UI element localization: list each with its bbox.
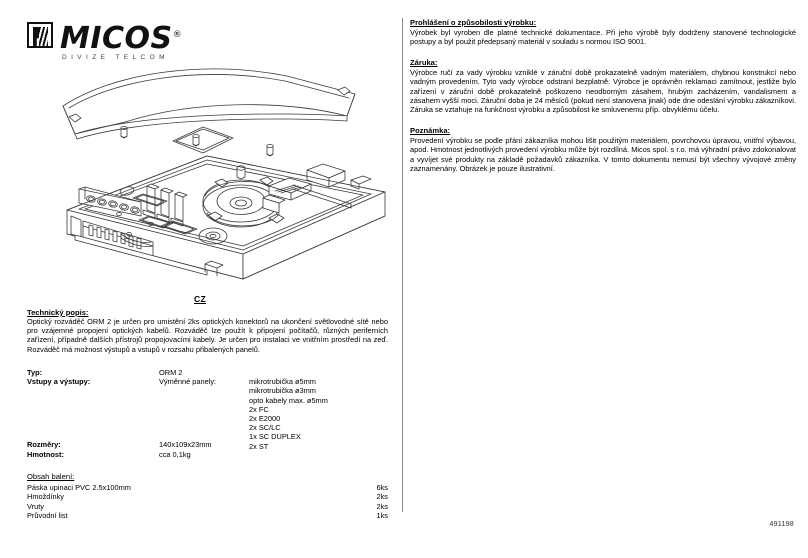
- io-item: 2x E2000: [249, 414, 281, 424]
- package-item-qty: 1ks: [376, 511, 388, 521]
- io-item: 1x SC DUPLEX: [249, 432, 301, 442]
- brand-tagline: DIVIZE TELCOM: [62, 54, 169, 61]
- column-divider: [402, 18, 403, 512]
- technical-description-body: Optický rozváděč ORM 2 je určen pro umistění 2ks optických konektorů na ukončení světlovodné sítě nebo pro vzájemné propojení optických kabelů. Rozváděč lze použít k připojení počítačů, různých periferních zařízení, případně dalších přístrojů propojovacími kabely. Je určen pro instalaci ve vnitřním prostředí na zeď. Rozváděč má možnost výstupů a vstupů v rozsahu přibalených panelů.: [27, 317, 388, 354]
- package-item-row: [27, 511, 388, 521]
- product-code: 491198: [769, 519, 794, 528]
- package-item-row: [27, 492, 388, 502]
- declaration-section: [410, 18, 796, 47]
- brand-logo: [27, 22, 182, 62]
- spec-label-io: Vstupy a výstupy:: [27, 377, 91, 387]
- io-item: mikrotrubička ø5mm: [249, 377, 316, 387]
- package-item-row: [27, 483, 388, 493]
- micos-logo-icon: [27, 22, 53, 48]
- spec-row-dimensions: [27, 440, 388, 450]
- technical-description-section: [27, 308, 388, 354]
- spec-row-weight: [27, 450, 388, 460]
- package-item-row: [27, 502, 388, 512]
- spec-label-dimensions: Rozměry:: [27, 440, 61, 449]
- package-item-name: Vruty: [27, 501, 44, 511]
- brand-name: MICOS®: [60, 21, 183, 56]
- warranty-title: Záruka:: [410, 58, 438, 67]
- technical-description-title: Technický popis:: [27, 308, 89, 317]
- package-item-qty: 2ks: [376, 501, 388, 511]
- declaration-body: Výrobek byl vyroben dle platné technické dokumentace. Při jeho výrobě byly dodrženy stanovené technologické postupy a byl použit předepsaný materiál v souladu s normou ISO 9001.: [410, 28, 796, 47]
- spec-label-weight: Hmotnost:: [27, 449, 64, 459]
- spec-value-dimensions: 140x109x23mm: [159, 440, 212, 449]
- spec-label-type: Typ:: [27, 368, 43, 377]
- package-contents-title: Obsah balení:: [27, 472, 75, 481]
- io-item: 2x SC/LC: [249, 423, 281, 433]
- package-item-name: Páska upinaci PVC 2.5x100mm: [27, 482, 131, 492]
- spec-value-weight: cca 0,1kg: [159, 449, 191, 459]
- left-column: [0, 0, 400, 558]
- package-item-qty: 6ks: [376, 482, 388, 492]
- io-item: mikrotrubička ø3mm: [249, 386, 316, 396]
- package-item-name: Průvodní list: [27, 511, 68, 521]
- note-body: Provedení výrobku se podle přání zákazníka mohou lišit použitým materiálem, povrchovou úpravou, vnitřní výbavou, apod. Hmotnost jednotlivých provedení výrobku může být rozdílná. Micos spol. s r.o. má výhradní právo zdokonalovat a vyvíjet své produkty na základě požadavků zákazníka. V tomto dokumentu nemusí být všechny vývojové změny zaznamenány. Obrázek je pouze ilustrativní.: [410, 136, 796, 173]
- language-heading: CZ: [194, 294, 206, 304]
- warranty-body: Výrobce ručí za vady výrobku vzniklé v záruční době prokazatelně vadným materiálem, chybnou konstrukcí nebo vadným provedením. Tyto vady výrobce odstraní bezplatně. Výrobce je oprávněn reklamaci zamítnout, jestliže bylo zařízení v záruční době prokazatelně poškozeno neodborným zásahem, hrubým zacházením, vandalismem a zásahem vyšší moci. Záruční doba je 24 měsíců (pokud není stanovena jinak) ode dne odeslání výrobku zákazníkovi. Záruka se vztahuje na funkčnost výrobku a způsobilost ke smluvenemu příp. obvyklému účelu.: [410, 68, 796, 115]
- note-section: [410, 126, 796, 173]
- package-item-name: Hmoždínky: [27, 492, 64, 502]
- spec-value-io-key: Výměnné panely:: [159, 377, 217, 387]
- package-contents-section: [27, 472, 388, 521]
- note-title: Poznámka:: [410, 126, 451, 135]
- io-item: 2x ST: [249, 441, 269, 451]
- right-column: [410, 0, 796, 558]
- io-item: opto kabely max. ø5mm: [249, 395, 328, 405]
- warranty-section: [410, 58, 796, 114]
- spec-value-type: ORM 2: [159, 368, 183, 377]
- specification-table: [27, 368, 388, 451]
- io-item: 2x FC: [249, 404, 269, 414]
- spec-row-type: [27, 368, 388, 377]
- orm2-exploded-view-drawing: [55, 58, 395, 293]
- dimensions-section: [27, 440, 388, 459]
- package-item-qty: 2ks: [376, 492, 388, 502]
- registered-mark-icon: ®: [172, 30, 183, 40]
- declaration-title: Prohlášení o způsobilosti výrobku:: [410, 18, 537, 27]
